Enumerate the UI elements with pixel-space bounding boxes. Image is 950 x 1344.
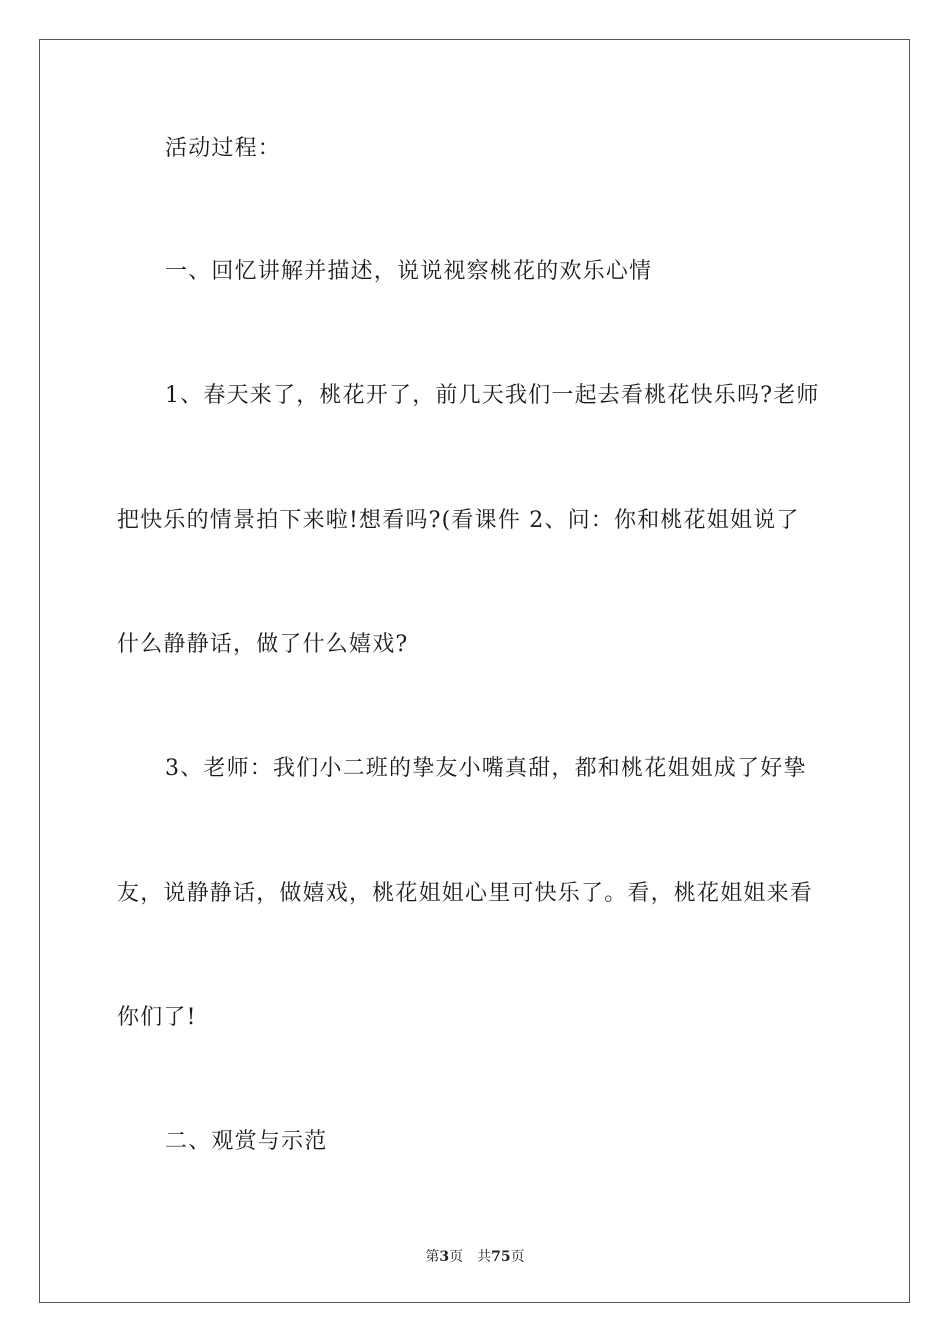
- paragraph-3-line-1: 3、老师：我们小二班的挚友小嘴真甜，都和桃花姐姐成了好挚: [165, 756, 807, 781]
- section-heading-process: 活动过程：: [165, 136, 282, 161]
- footer-total-prefix: 共: [477, 1249, 492, 1265]
- paragraph-1-line-3: 什么静静话，做了什么嬉戏?: [117, 632, 409, 657]
- paragraph-3-line-2: 友，说静静话，做嬉戏，桃花姐姐心里可快乐了。看，桃花姐姐来看: [117, 881, 814, 906]
- paragraph-1-line-1: 1、春天来了，桃花开了，前几天我们一起去看桃花快乐吗?老师: [165, 383, 820, 408]
- footer-total-suffix: 页: [510, 1249, 525, 1265]
- section-heading-two: 二、观赏与示范: [165, 1129, 328, 1154]
- page-footer: [0, 1247, 950, 1267]
- footer-total-pages: 75: [491, 1249, 511, 1265]
- paragraph-3-line-3: 你们了!: [117, 1005, 197, 1030]
- section-heading-one: 一、回忆讲解并描述，说说视察桃花的欢乐心情: [165, 259, 653, 284]
- paragraph-1-line-2: 把快乐的情景拍下来啦!想看吗?(看课件 2、问：你和桃花姐姐说了: [117, 508, 800, 533]
- footer-page-prefix: 第: [425, 1249, 440, 1265]
- footer-page-suffix: 页: [449, 1249, 464, 1265]
- footer-page-number: 3: [439, 1249, 450, 1265]
- page-border: [39, 39, 910, 1303]
